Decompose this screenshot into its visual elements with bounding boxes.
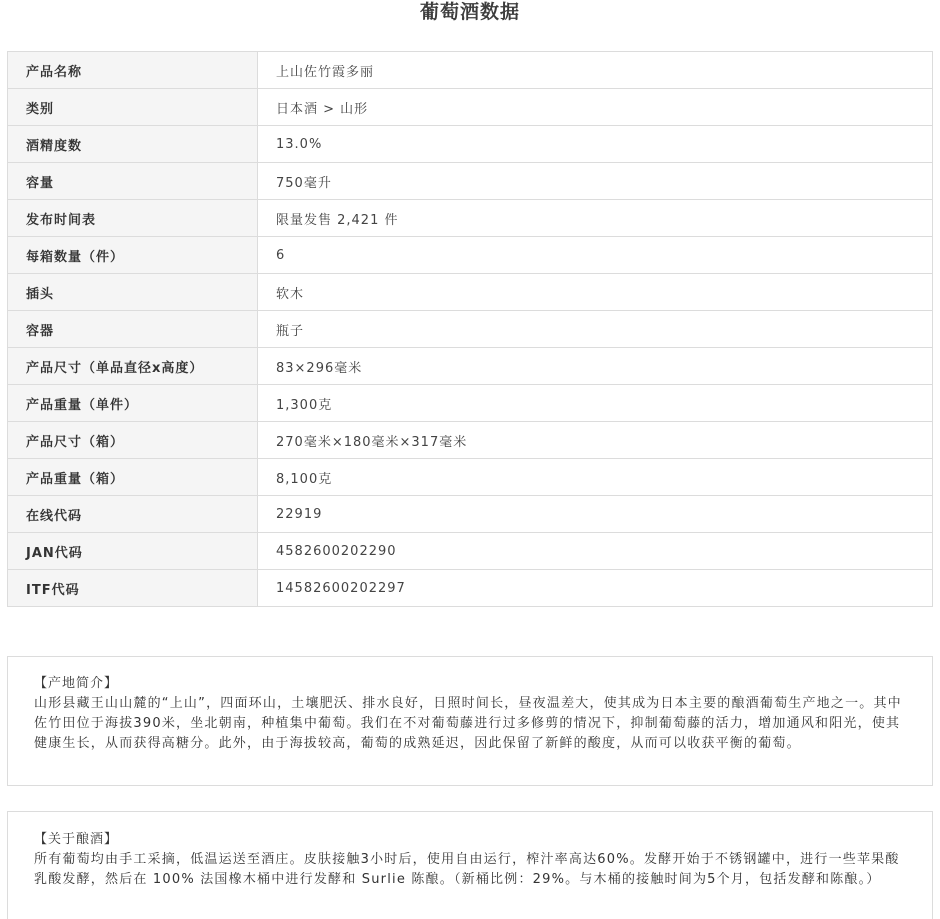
row-value: 8,100克 <box>258 459 933 496</box>
table-row <box>8 533 933 570</box>
row-value: 日本酒 > 山形 <box>258 89 933 126</box>
table-row <box>8 496 933 533</box>
row-value: 软木 <box>258 274 933 311</box>
table-row <box>8 163 933 200</box>
row-label: 酒精度数 <box>8 126 258 163</box>
row-label: JAN代码 <box>8 533 258 570</box>
row-value: 上山佐竹霞多丽 <box>258 52 933 89</box>
row-label: 发布时间表 <box>8 200 258 237</box>
row-value: 270毫米×180毫米×317毫米 <box>258 422 933 459</box>
row-label: 产品重量（箱） <box>8 459 258 496</box>
table-row <box>8 385 933 422</box>
origin-section <box>7 656 933 786</box>
wine-data-table <box>7 51 933 607</box>
table-row <box>8 459 933 496</box>
row-value: 22919 <box>258 496 933 533</box>
table-row <box>8 422 933 459</box>
row-value: 13.0% <box>258 126 933 163</box>
table-row <box>8 52 933 89</box>
origin-text: 山形县藏王山山麓的“上山”，四面环山，土壤肥沃、排水良好，日照时间长，昼夜温差大，使其成为日本主要的酿酒葡萄生产地之一。其中佐竹田位于海拔390米，坐北朝南，种植集中葡萄。我们在不对葡萄藤进行过多修剪的情况下，抑制葡萄藤的活力，增加通风和阳光，使其健康生长，从而获得高糖分。此外，由于海拔较高，葡萄的成熟延迟，因此保留了新鲜的酸度，从而可以收获平衡的葡萄。 <box>34 696 902 751</box>
row-label: ITF代码 <box>8 570 258 607</box>
row-label: 在线代码 <box>8 496 258 533</box>
row-label: 容量 <box>8 163 258 200</box>
brewing-heading: 【关于酿酒】 <box>34 832 119 847</box>
row-value: 4582600202290 <box>258 533 933 570</box>
row-label: 每箱数量（件） <box>8 237 258 274</box>
row-label: 产品名称 <box>8 52 258 89</box>
brewing-section <box>7 811 933 919</box>
row-value: 14582600202297 <box>258 570 933 607</box>
table-row <box>8 126 933 163</box>
row-value: 1,300克 <box>258 385 933 422</box>
row-value: 瓶子 <box>258 311 933 348</box>
table-row <box>8 311 933 348</box>
origin-heading: 【产地简介】 <box>34 676 119 691</box>
row-value: 6 <box>258 237 933 274</box>
row-label: 产品重量（单件） <box>8 385 258 422</box>
table-row <box>8 237 933 274</box>
table-row <box>8 348 933 385</box>
table-row <box>8 570 933 607</box>
row-label: 插头 <box>8 274 258 311</box>
page-title: 葡萄酒数据 <box>419 1 520 23</box>
table-row <box>8 200 933 237</box>
brewing-text: 所有葡萄均由手工采摘，低温运送至酒庄。皮肤接触3小时后，使用自由运行，榨汁率高达60%。发酵开始于不锈钢罐中，进行一些苹果酸乳酸发酵，然后在 100% 法国橡木桶中进行发酵和 Surlie 陈酿。（新桶比例：29%。与木桶的接触时间为5个月，包括发酵和陈酿。） <box>34 852 900 887</box>
row-label: 容器 <box>8 311 258 348</box>
table-row <box>8 274 933 311</box>
row-label: 产品尺寸（单品直径x高度） <box>8 348 258 385</box>
row-value: 限量发售 2,421 件 <box>258 200 933 237</box>
row-value: 83×296毫米 <box>258 348 933 385</box>
table-row <box>8 89 933 126</box>
row-label: 产品尺寸（箱） <box>8 422 258 459</box>
row-value: 750毫升 <box>258 163 933 200</box>
row-label: 类别 <box>8 89 258 126</box>
